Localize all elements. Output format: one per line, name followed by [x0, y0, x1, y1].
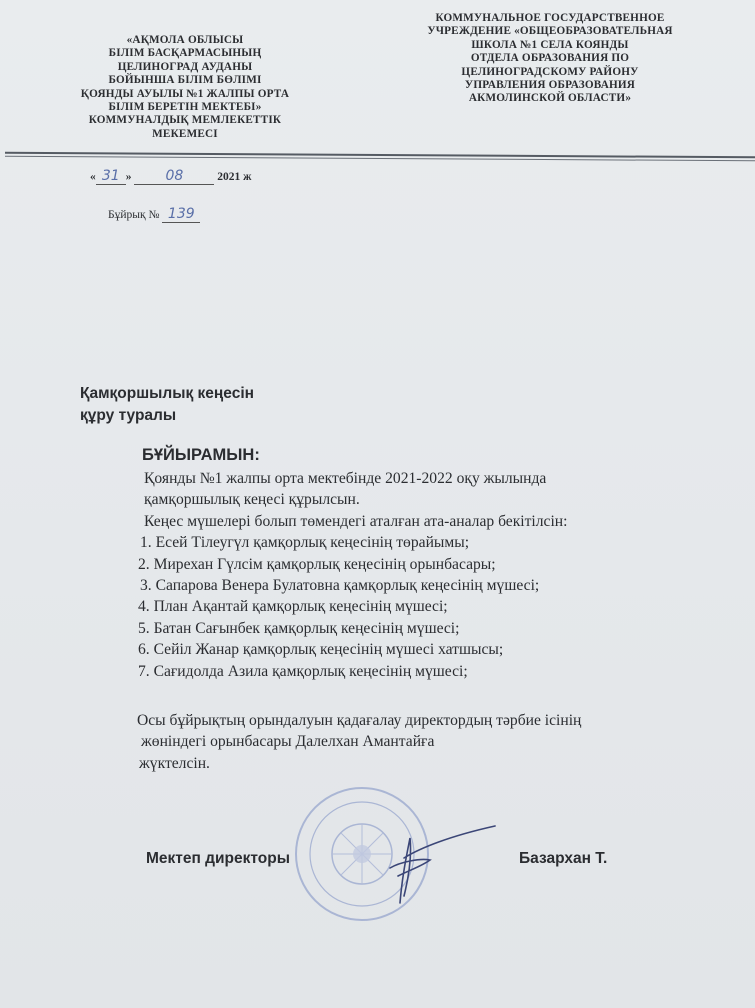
header-left-line: ЦЕЛИНОГРАД АУДАНЫ [117, 60, 253, 73]
header-right-russian [395, 12, 705, 106]
body-line: Қоянды №1 жалпы орта мектебінде 2021-2022 оқу жылында [144, 470, 547, 487]
header-right-line: ОТДЕЛА ОБРАЗОВАНИЯ ПО [470, 52, 630, 65]
order-date [90, 168, 251, 185]
header-right-line: УЧРЕЖДЕНИЕ «ОБЩЕОБРАЗОВАТЕЛЬНАЯ [427, 25, 673, 38]
header-right-line: КОММУНАЛЬНОЕ ГОСУДАРСТВЕННОЕ [435, 12, 665, 24]
order-subject [80, 383, 254, 427]
header-left-line: ҚОЯНДЫ АУЫЛЫ №1 ЖАЛПЫ ОРТА [80, 87, 290, 100]
header-right-line: ЦЕЛИНОГРАДСКОМУ РАЙОНУ [461, 65, 639, 78]
header-left-line: МЕКЕМЕСІ [152, 127, 218, 140]
control-line: Осы бұйрықтың орындалуын қадағалау директордың тәрбие ісінің [137, 712, 582, 729]
order-heading: БҰЙЫРАМЫН: [142, 446, 260, 464]
header-left-line: БОЙЫНША БІЛІМ БӨЛІМІ [108, 74, 262, 87]
order-body [138, 468, 567, 682]
date-day: 31 [101, 168, 120, 184]
date-open-quote: « [90, 171, 96, 183]
control-line: жүктелсін. [139, 754, 210, 772]
list-item: 6. Сейіл Жанар қамқорлық кеңесінің мүшесі хатшысы; [138, 641, 504, 659]
order-label: Бұйрық № [108, 209, 160, 221]
list-item: 4. План Ақантай қамқорлық кеңесінің мүшесі; [138, 598, 448, 616]
date-month: 08 [165, 168, 184, 184]
header-left-line: КОММУНАЛДЫҚ МЕМЛЕКЕТТІК [88, 114, 282, 127]
handwritten-signature-icon [360, 818, 500, 908]
body-line: қамқоршылық кеңесі құрылсын. [144, 491, 360, 509]
order-number: 139 [167, 206, 195, 222]
subject-line: құру туралы [80, 407, 177, 424]
subject-line: Қамқоршылық кеңесін [80, 385, 254, 402]
header-left-line: БІЛІМ БЕРЕТІН МЕКТЕБІ» [108, 101, 262, 114]
header-right-line: УПРАВЛЕНИЯ ОБРАЗОВАНИЯ [464, 79, 636, 92]
date-year: 2021 ж [217, 171, 252, 183]
control-paragraph [137, 710, 581, 774]
header-right-line: АКМОЛИНСКОЙ ОБЛАСТИ» [468, 92, 632, 105]
control-line: жөніндегі орынбасары Далелхан Амантайға [141, 733, 435, 751]
body-line: Кеңес мүшелері болып төмендегі аталған ата-аналар бекітілсін: [144, 512, 568, 530]
list-item: 1. Есей Тілеугүл қамқорлық кеңесінің төрайымы; [140, 534, 470, 552]
list-item: 2. Мирехан Гүлсім қамқорлық кеңесінің орынбасары; [138, 555, 496, 573]
list-item: 3. Сапарова Венера Булатовна қамқорлық кеңесінің мүшесі; [140, 577, 540, 595]
order-number-line [108, 206, 200, 223]
header-right-line: ШКОЛА №1 СЕЛА КОЯНДЫ [471, 38, 629, 51]
list-item: 5. Батан Сағынбек қамқорлық кеңесінің мүшесі; [138, 619, 460, 637]
header-left-line: БІЛІМ БАСҚАРМАСЫНЫҢ [108, 47, 262, 60]
header-left-line: «АҚМОЛА ОБЛЫСЫ [126, 34, 244, 46]
signature-title: Мектеп директоры [146, 850, 290, 867]
list-item: 7. Сағидолда Азила қамқорлық кеңесінің мүшесі; [138, 662, 468, 680]
signature-name: Базархан Т. [519, 850, 608, 867]
header-left-kazakh [40, 34, 330, 141]
date-close-quote: » [125, 171, 132, 183]
